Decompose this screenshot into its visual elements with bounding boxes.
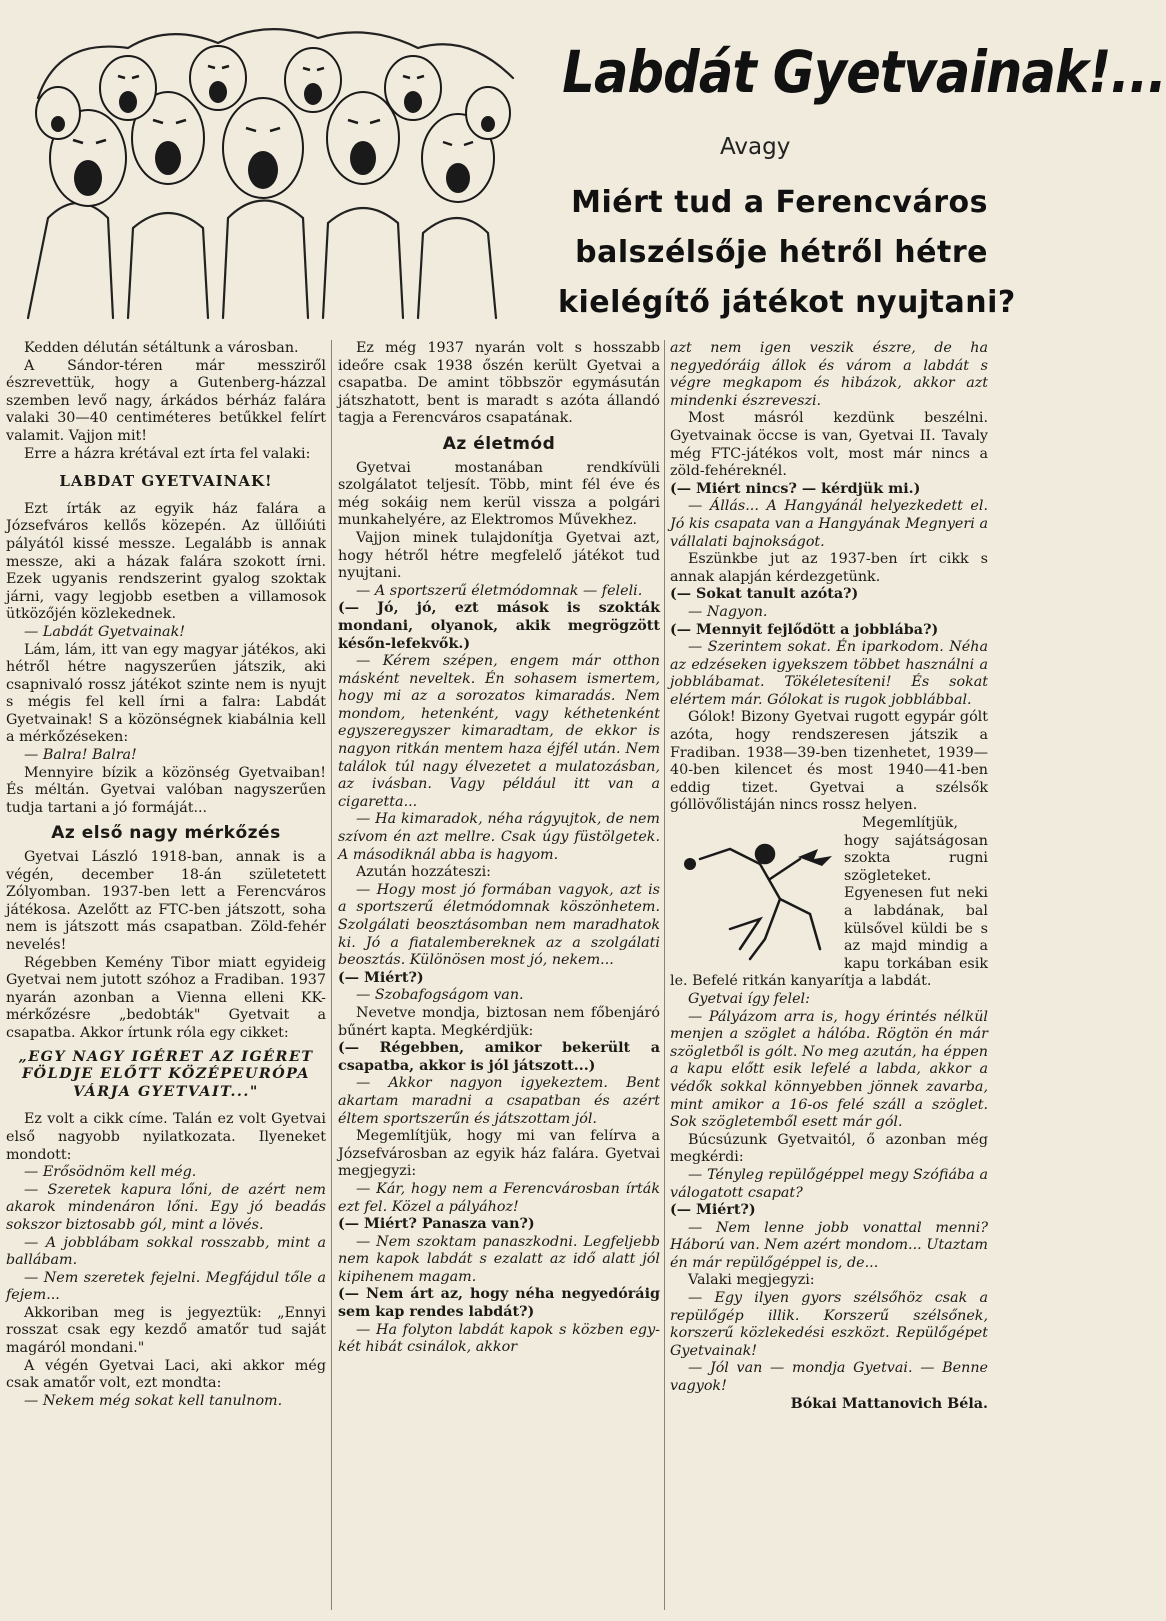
paragraph: — Nem lenne jobb vonattal menni? Háború van. Nem azért mondom... Utaztam én már repülőgéppel is, de... — [670, 1219, 988, 1271]
paragraph: — Szobafogságom van. — [356, 987, 524, 1004]
paragraph: A Sándor-téren már messziről észrevettük, hogy a Gutenberg-házzal szemben levő nagy, árkádos bérház falára valaki 30—40 centiméteres betűkkel felírt valamit. Vajjon mit! — [6, 357, 326, 444]
paragraph: Azután hozzáteszi: — [356, 864, 491, 881]
question: (— Miért?) — [338, 969, 424, 986]
paragraph: — Kár, hogy nem a Ferencvárosban írták ezt fel. Közel a pályához! — [338, 1180, 660, 1215]
paragraph: — Nem szoktam panaszkodni. Legfeljebb nem kapok labdát s ezalatt az idő alatt jól kipihenem magam. — [338, 1233, 660, 1285]
paragraph: Megemlítjük, hogy mi van felírva a Józsefvárosban az egyik ház falára. Gyetvai megjegyzi: — [338, 1128, 660, 1180]
paragraph: Most másról kezdünk beszélni. Gyetvainak öccse is van, Gyetvai II. Tavaly még FTC-játékos volt, most már nincs a zöld-fehéreknél. — [670, 410, 988, 480]
paragraph: — Hogy most jó formában vagyok, azt is a sportszerű életmódomnak köszönhetem. Szolgálati beosztásomban nem maradhatok ki. Jó a fiatalembereknek az a szolgálati beosztás. Különösen most jó, nekem... — [338, 881, 660, 969]
paragraph: Megemlítjük, hogy sajátságosan szokta rugni szögleteket. Egyenesen fut neki a labdának, bal külsővel küldi be s az majd mindig a kapu torkában esik le. Befelé ritkán kanyarítja a labdát. — [670, 815, 988, 990]
paragraph: — Nem szeretek fejelni. Megfájdul tőle a fejem... — [6, 1269, 326, 1304]
headline: Labdát Gyetvainak!... — [562, 38, 1166, 106]
paragraph: — Balra! Balra! — [24, 747, 137, 764]
paragraph: Akkoriban meg is jegyeztük: „Ennyi rosszat csak egy kezdő amatőr tud saját magáról mondani." — [6, 1304, 326, 1357]
subheadline-line: Miért tud a Ferencváros — [571, 185, 988, 220]
paragraph: Gyetvai László 1918-ban, annak is a végén, december 18-án születetett Zólyomban. 1937-ben lett a Ferencváros játékosa. Azelőtt az FTC-ben játszott, soha nem is játszott más csapatban. Zöld-fehér nevelés! — [6, 849, 326, 953]
paragraph: Mennyire bízik a közönség Gyetvaiban! És méltán. Gyetvai valóban nagyszerűen tudja tartani a jó formáját... — [6, 764, 326, 816]
section-heading: Az első nagy mérkőzés — [51, 823, 281, 844]
paragraph: A végén Gyetvai Laci, aki akkor még csak amatőr volt, ezt mondta: — [6, 1357, 326, 1392]
paragraph: — Szeretek kapura lőni, de azért nem akarok mindenáron lőni. Egy jó beadás sokszor biztosabb gól, mint a lövés. — [6, 1181, 326, 1233]
paragraph: — A sportszerű életmódomnak — feleli. — [356, 582, 643, 599]
crowd-illustration — [18, 18, 530, 328]
subheadline-line: balszélsője hétről hétre — [575, 235, 988, 270]
quoted-title: „EGY NAGY IGÉRET AZ IGÉRET FÖLDJE ELŐTT KÖZÉPEURÓPA VÁRJA GYETVAIT..." — [18, 1048, 314, 1100]
paragraph: — Nagyon. — [688, 603, 768, 620]
question: (— Sokat tanult azóta?) — [670, 586, 859, 603]
paragraph: — Állás... A Hangyánál helyezkedett el. Jó kis csapata van a Hangyának Megnyeri a vállalati bajnokságot. — [670, 498, 988, 550]
paragraph: Nevetve mondja, biztosan nem főbenjáró bűnért kapta. Megkérdjük: — [338, 1004, 660, 1039]
paragraph: — A jobblábam sokkal rosszabb, mint a ballábam. — [6, 1234, 326, 1269]
paragraph: — Labdát Gyetvainak! — [24, 623, 185, 640]
wall-inscription: LABDAT GYETVAINAK! — [59, 472, 273, 491]
paragraph: Lám, lám, itt van egy magyar játékos, aki hétről hétre nagyszerűen játszik, aki csapnivaló rossz játékot szinte nem is nyujt s mégis fel kell írni a falra: Labdát Gyetvainak! S a közönségnek kiabálnia kell a mérkőzéseken: — [6, 641, 326, 746]
paragraph: Vajjon minek tulajdonítja Gyetvai azt, hogy hétről hétre megfelelő játékot tud nyujtani. — [338, 529, 660, 582]
paragraph: — Tényleg repülőgéppel megy Szófiába a válogatott csapat? — [670, 1166, 988, 1201]
column-1 — [6, 340, 326, 1610]
paragraph: — Ha kimaradok, néha rágyujtok, de nem szívom én azt mellre. Csak úgy füstölgetek. A másodiknál abba is hagyom. — [338, 811, 660, 863]
column-3 — [670, 340, 988, 1610]
paragraph: Ezt írták az egyik ház falára a Józsefváros kellős közepén. Az üllőiúti pályától kissé messze. Legalább is annak messze, aki a házak falára szokott írni. Ezek ugyanis rendszerint gyalog szoktak járni, vagy legjobb esetben a villamosok ütközőjén közlekednek. — [6, 500, 326, 623]
paragraph: Régebben Kemény Tibor miatt egyideig Gyetvai nem jutott szóhoz a Fradiban. 1937 nyarán azonban a Vienna elleni KK-mérkőzésre „bedobták" Gyetvait a csapatba. Akkor írtunk róla egy cikket: — [6, 954, 326, 1041]
subheadline — [558, 178, 1016, 328]
paragraph: — Ha folyton labdát kapok s közben egy-két hibát csinálok, akkor — [338, 1321, 660, 1356]
paragraph: Ez volt a cikk címe. Talán ez volt Gyetvai első nagyobb nyilatkozata. Ilyeneket mondott: — [6, 1111, 326, 1163]
section-heading: Az életmód — [442, 433, 556, 454]
paragraph: Búcsúzunk Gyetvaitól, ő azonban még megkérdi: — [670, 1131, 988, 1166]
paragraph: Gyetvai mostanában rendkívüli szolgálatot teljesít. Több, mint fél éve és még sokáig nem kerül vissza a polgári munkahelyére, az Elektromos Művekhez. — [338, 459, 660, 529]
question: (— Miért? Panasza van?) — [338, 1216, 535, 1233]
column-rule — [664, 340, 665, 1610]
paragraph: Ez még 1937 nyarán volt s hosszabb ideőre csak 1938 őszén került Gyetvai a csapatba. De amint többször egymásután játszhatott, bent is maradt s azóta állandó tagja a Ferencváros csapatának. — [338, 340, 660, 427]
paragraph: Kedden délután sétáltunk a városban. — [24, 340, 299, 356]
paragraph: — Akkor nagyon igyekeztem. Bent akartam maradni a csapatban és azért éltem sportszerűn és játszottam jól. — [338, 1075, 660, 1127]
avagy-label: Avagy — [720, 134, 791, 160]
football-player-drawing — [670, 819, 838, 969]
paragraph: Gólok! Bizony Gyetvai rugott egypár gólt azóta, hogy rendszeresen játszik a Fradiban. 1938—39-ben tizenhetet, 1939—40-ben kilencet és most 1940—41-ben eddig tizet. Gyetvai a szélsők góllövőlistáján nincs rossz helyen. — [670, 709, 988, 814]
question: (— Miért?) — [670, 1202, 756, 1219]
paragraph: — Pályázom arra is, hogy érintés nélkül menjen a szöglet a hálóba. Rögtön én már szögletből is gólt. No meg azután, ha éppen a kapu előtt esik lefelé a labda, akkor a védők sokkal könnyebben jönnek zavarba, mint amikor a 16-os felé száll a szöglet. Sok szögletemből esett már gól. — [670, 1008, 988, 1131]
paragraph: — Kérem szépen, engem már otthon másként neveltek. Én sohasem ismertem, hogy mi az a sorozatos kimaradás. Nem mondom, hetenként, vagy kéthetenként egyszeregyszer kimaradtam, de ekkor is nagyon ritkán mentem haza éjfél után. Nem találok túl nagy élvezetet a mulatozásban, az ivásban. Vagy például itt van a cigaretta... — [338, 653, 660, 810]
paragraph: — Erősödnöm kell még. — [24, 1164, 197, 1181]
question: (— Mennyit fejlődött a jobblába?) — [670, 621, 939, 638]
question: (— Jó, jó, ezt mások is szokták mondani, olyanok, akik megrögzött későn-lefekvők.) — [338, 600, 660, 652]
paragraph: — Szerintem sokat. Én iparkodom. Néha az edzéseken igyekszem többet használni a jobblábamat. Tökéletesíteni! És sokat elértem már. Gólokat is rugok jobblábbal. — [670, 639, 988, 708]
column-rule — [331, 340, 332, 1610]
paragraph: Gyetvai így felel: — [688, 990, 810, 1007]
subheadline-line: kielégítő játékot nyujtani? — [558, 285, 1016, 320]
author-signature: Bókai Mattanovich Béla. — [790, 1395, 988, 1412]
paragraph: Eszünkbe jut az 1937-ben írt cikk s annak alapján kérdezgetünk. — [670, 551, 988, 585]
column-2 — [338, 340, 660, 1610]
question: (— Régebben, amikor bekerült a csapatba, akkor is jól játszott...) — [338, 1040, 660, 1074]
question: (— Miért nincs? — kérdjük mi.) — [670, 480, 921, 497]
paragraph: Erre a házra krétával ezt írta fel valaki: — [24, 445, 311, 462]
question: (— Nem árt az, hogy néha negyedóráig sem kap rendes labdát?) — [338, 1286, 660, 1321]
paragraph: — Nekem még sokat kell tanulnom. — [24, 1392, 283, 1409]
paragraph: azt nem igen veszik észre, de ha negyedóráig állok és várom a labdát s végre megkapom és hibázok, akkor azt mindenki észreveszi. — [670, 340, 988, 409]
paragraph: — Egy ilyen gyors szélsőhöz csak a repülőgép illik. Korszerű szélsőnek, korszerű közlekedési eszközt. Repülőgépet Gyetvainak! — [670, 1290, 988, 1359]
paragraph: — Jól van — mondja Gyetvai. — Benne vagyok! — [670, 1360, 988, 1395]
paragraph: Valaki megjegyzi: — [688, 1272, 815, 1289]
